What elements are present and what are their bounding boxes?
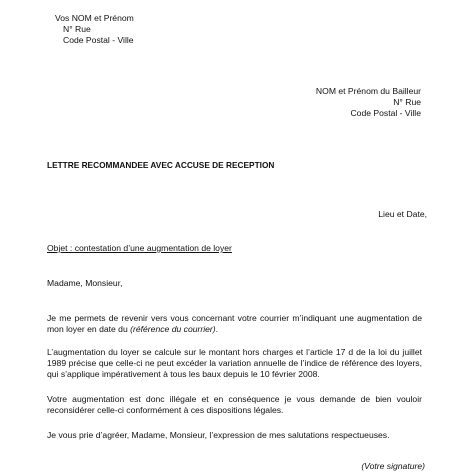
sender-address: [55, 13, 134, 46]
salutation: Madame, Monsieur,: [47, 278, 123, 288]
place-and-date: Lieu et Date,: [378, 209, 427, 219]
sender-city: Code Postal - Ville: [63, 35, 134, 45]
signature-placeholder: (Votre signature): [361, 461, 425, 471]
recipient-street: N° Rue: [393, 97, 421, 107]
sender-name: Vos NOM et Prénom: [55, 13, 134, 23]
recipient-city: Code Postal - Ville: [350, 108, 421, 118]
paragraph-1-end: .: [215, 324, 219, 334]
recipient-address: [316, 86, 421, 119]
sender-street: N° Rue: [63, 24, 91, 34]
registered-letter-heading: LETTRE RECOMMANDEE AVEC ACCUSE DE RECEPTION: [47, 160, 275, 170]
paragraph-2: L’augmentation du loyer se calcule sur le montant hors charges et l’article 17 d de la loi du juillet 1989 précise que celle-ci ne peut excéder la variation annuelle de l’indice de référence des loyers, qui s’applique impérativement à tous les baux depuis le 10 février 2008.: [47, 347, 422, 379]
closing-paragraph: Je vous prie d’agréer, Madame, Monsieur, l’expression de mes salutations respectueuses.: [47, 430, 390, 440]
paragraph-1: [47, 313, 422, 335]
letter-subject: Objet : contestation d’une augmentation de loyer: [47, 243, 232, 253]
paragraph-1-text: Je me permets de revenir vers vous concernant votre courrier m’indiquant une augmentation de mon loyer en date du: [47, 313, 422, 334]
paragraph-3: Votre augmentation est donc illégale et en conséquence je vous demande de bien vouloir reconsidérer celle-ci conformément à ces dispositions légales.: [47, 394, 422, 415]
recipient-name: NOM et Prénom du Bailleur: [315, 86, 421, 96]
letter-reference: (référence du courrier): [130, 324, 216, 334]
